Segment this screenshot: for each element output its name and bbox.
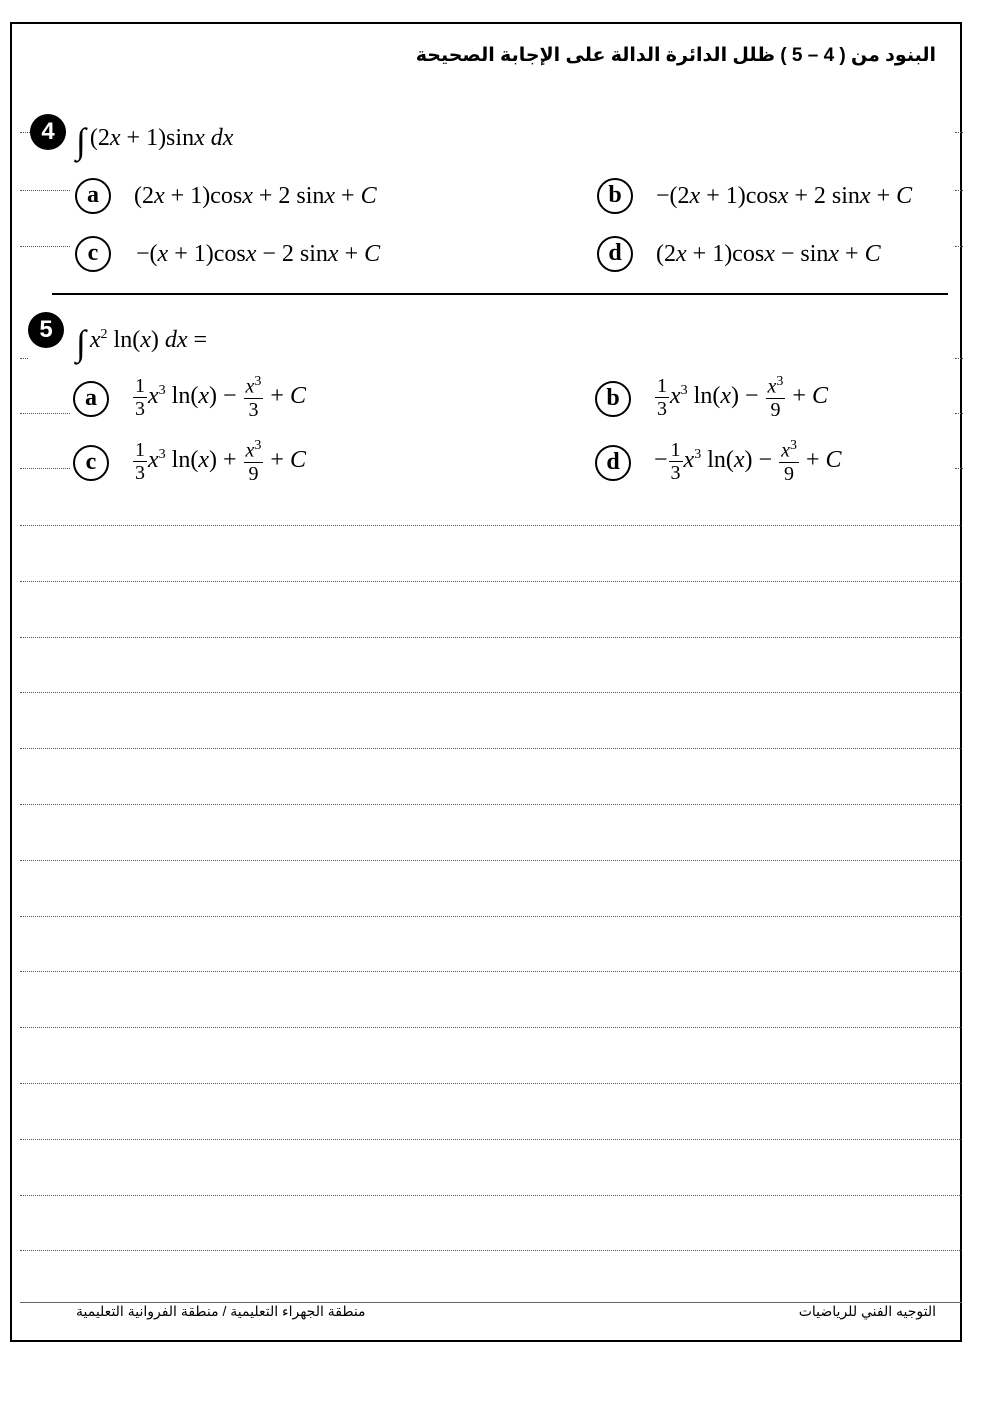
writing-line bbox=[20, 581, 962, 582]
page-border bbox=[10, 22, 962, 1342]
answer-line bbox=[955, 190, 963, 191]
option-text-5b: $\frac{1}{3}$ $x^3$ ln(x) − $\frac{x^3}{9}$ + C bbox=[657, 374, 828, 421]
option-circle-5a[interactable]: a bbox=[73, 381, 109, 417]
writing-line bbox=[20, 1195, 962, 1196]
writing-line bbox=[20, 971, 962, 972]
question-5-stem: ∫ $x^2$ ln(x) dx = bbox=[76, 323, 208, 363]
instructions-heading: البنود من ( 4 – 5 ) ظلل الدائرة الدالة على الإجابة الصحيحة bbox=[415, 45, 936, 66]
answer-line bbox=[20, 358, 28, 359]
writing-line bbox=[20, 692, 962, 693]
writing-line bbox=[20, 916, 962, 917]
question-number-4: 4 bbox=[30, 114, 66, 150]
question-4-stem: ∫ (2x + 1)sinx dx bbox=[76, 121, 234, 161]
answer-line bbox=[20, 468, 70, 469]
option-circle-4c[interactable]: c bbox=[75, 236, 111, 272]
option-circle-5d[interactable]: d bbox=[595, 445, 631, 481]
writing-line bbox=[20, 748, 962, 749]
writing-line bbox=[20, 637, 962, 638]
answer-line bbox=[955, 358, 963, 359]
answer-line bbox=[955, 246, 963, 247]
answer-line bbox=[20, 246, 70, 247]
option-text-4a: (2x + 1)cosx + 2 sinx + C bbox=[134, 183, 377, 209]
section-divider bbox=[52, 293, 948, 295]
writing-line bbox=[20, 860, 962, 861]
option-circle-4d[interactable]: d bbox=[597, 236, 633, 272]
answer-line bbox=[20, 413, 70, 414]
option-circle-4b[interactable]: b bbox=[597, 178, 633, 214]
writing-line bbox=[20, 1250, 962, 1251]
writing-line bbox=[20, 525, 962, 526]
answer-line bbox=[955, 468, 963, 469]
option-text-5c: $\frac{1}{3}$ $x^3$ ln(x) + $\frac{x^3}{9}$ + C bbox=[135, 438, 306, 485]
writing-line bbox=[20, 1139, 962, 1140]
answer-line bbox=[955, 413, 963, 414]
option-circle-5c[interactable]: c bbox=[73, 445, 109, 481]
option-circle-5b[interactable]: b bbox=[595, 381, 631, 417]
footer-left: منطقة الجهراء التعليمية / منطقة الفروانية التعليمية bbox=[76, 1303, 366, 1319]
option-text-5d: − $\frac{1}{3}$ $x^3$ ln(x) − $\frac{x^3}{9}$ + C bbox=[654, 438, 842, 485]
footer-right: التوجيه الفني للرياضيات bbox=[798, 1303, 936, 1319]
option-text-5a: $\frac{1}{3}$ $x^3$ ln(x) − $\frac{x^3}{3}$ + C bbox=[135, 374, 306, 421]
writing-line bbox=[20, 1027, 962, 1028]
option-text-4c: −(x + 1)cosx − 2 sinx + C bbox=[136, 241, 381, 267]
option-circle-4a[interactable]: a bbox=[75, 178, 111, 214]
question-number-5: 5 bbox=[28, 312, 64, 348]
writing-line bbox=[20, 1083, 962, 1084]
option-text-4d: (2x + 1)cosx − sinx + C bbox=[656, 241, 881, 267]
answer-line bbox=[955, 132, 963, 133]
option-text-4b: −(2x + 1)cosx + 2 sinx + C bbox=[656, 183, 913, 209]
answer-line bbox=[20, 190, 70, 191]
writing-line bbox=[20, 804, 962, 805]
